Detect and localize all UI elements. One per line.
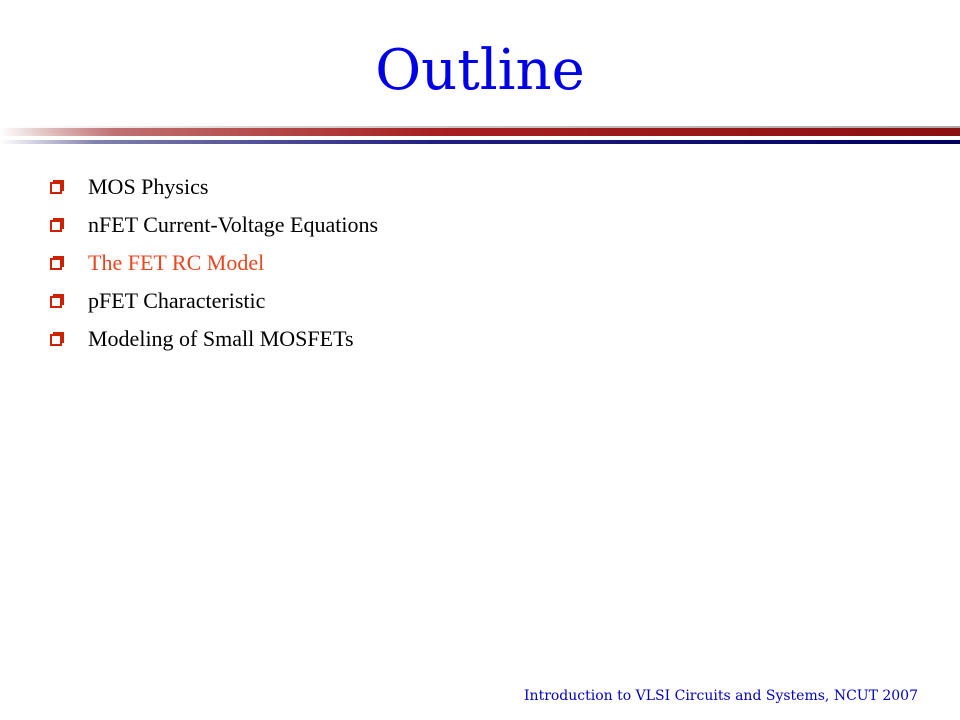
- list-item-label-current: The FET RC Model: [88, 250, 265, 275]
- slide-footer: Introduction to VLSI Circuits and Systems, NCUT 2007: [524, 688, 918, 704]
- list-item-label: Modeling of Small MOSFETs: [88, 326, 354, 351]
- list-item: [50, 282, 378, 320]
- square-bullet-icon: [50, 332, 64, 346]
- list-item: [50, 320, 378, 358]
- list-item-label: MOS Physics: [88, 174, 209, 199]
- list-item-label: nFET Current-Voltage Equations: [88, 212, 379, 237]
- list-item-label: pFET Characteristic: [88, 288, 266, 313]
- list-item: [50, 244, 378, 282]
- outline-list: [50, 168, 378, 358]
- slide-title: Outline: [375, 38, 585, 103]
- title-rule-red: [0, 128, 960, 136]
- square-bullet-icon: [50, 256, 64, 270]
- title-rule-blue: [0, 140, 960, 144]
- list-item: [50, 168, 378, 206]
- list-item: [50, 206, 378, 244]
- square-bullet-icon: [50, 218, 64, 232]
- square-bullet-icon: [50, 180, 64, 194]
- square-bullet-icon: [50, 294, 64, 308]
